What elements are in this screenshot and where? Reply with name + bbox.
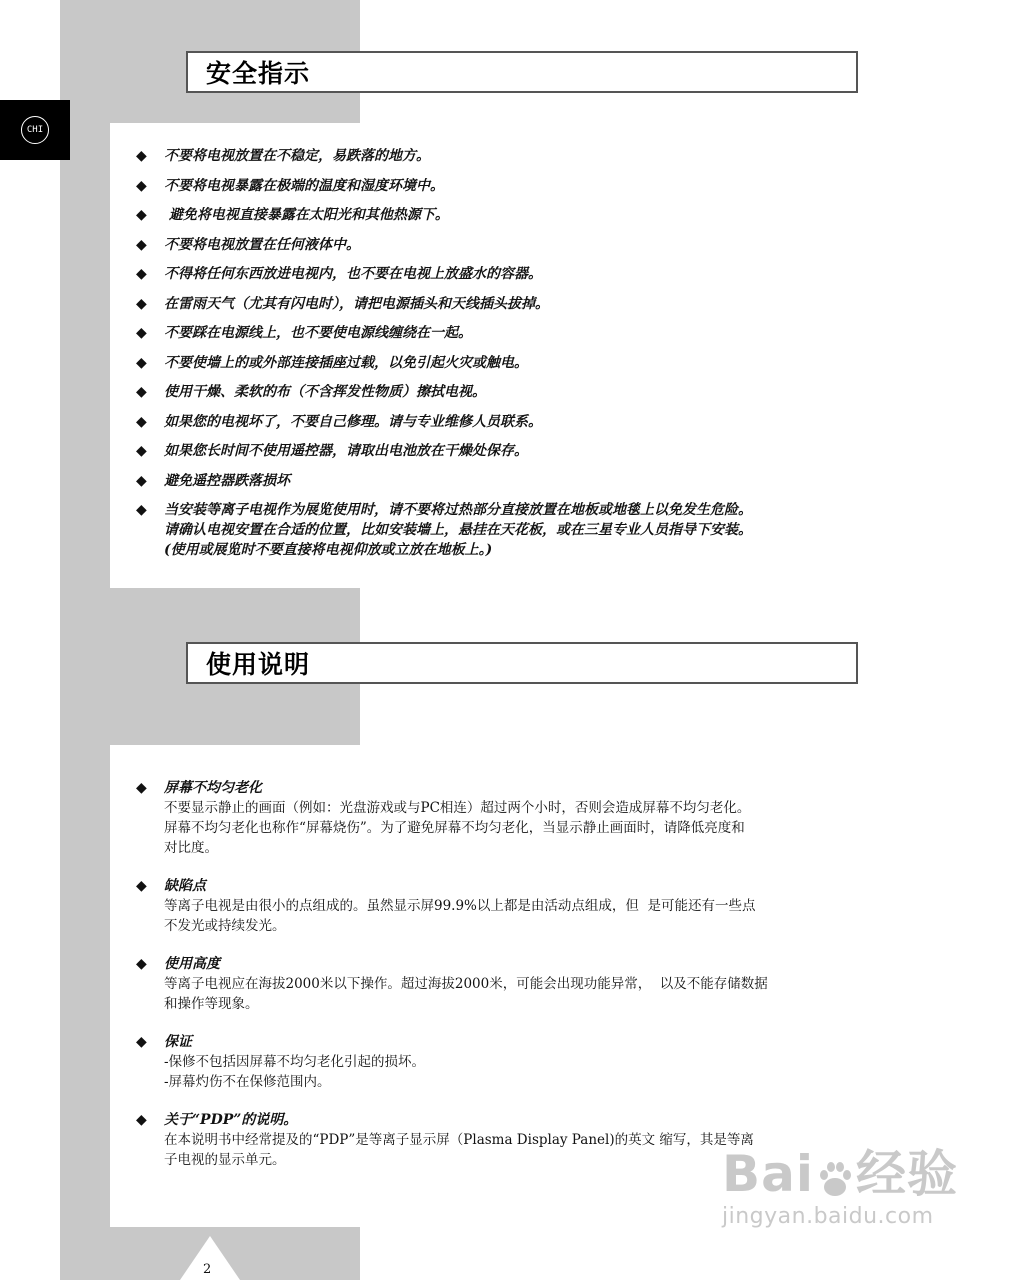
paw-icon (816, 1154, 854, 1194)
usage-list (136, 778, 858, 1188)
diamond-bullet-icon: ◆ (136, 236, 147, 253)
watermark-url: jingyan.baidu.com (722, 1204, 934, 1229)
usage-item-title: 屏幕不均匀老化 (164, 780, 262, 796)
diamond-bullet-icon: ◆ (136, 502, 147, 518)
safety-list (136, 146, 856, 570)
diamond-bullet-icon: ◆ (136, 443, 147, 459)
diamond-bullet-icon: ◆ (136, 177, 147, 194)
usage-item: ◆ 屏幕不均匀老化 不要显示静止的画面（例如：光盘游戏或与PC相连）超过两个小时，否则会造成屏幕不均匀老化。 屏幕不均匀老化也称作“屏幕烧伤”。为了避免屏幕不均匀老化，当显示静止画面时，请降低亮度和 对比度。 (136, 778, 858, 858)
usage-item-title: 缺陷点 (164, 878, 206, 894)
safety-item: ◆ 不要将电视放置在不稳定，易跌落的地方。 (136, 148, 430, 164)
safety-item: ◆ 如果您长时间不使用遥控器，请取出电池放在干燥处保存。 (136, 443, 528, 459)
diamond-bullet-icon: ◆ (136, 266, 147, 282)
safety-item: ◆ 避免遥控器跌落损坏 (136, 472, 290, 489)
usage-heading: 使用说明 (206, 650, 311, 679)
diamond-bullet-icon: ◆ (136, 295, 147, 312)
safety-heading-box (186, 51, 858, 93)
language-badge: CHI (21, 116, 49, 144)
watermark-logo: Bai 经验 (722, 1145, 958, 1203)
baidu-jingyan-watermark (722, 1146, 962, 1256)
diamond-bullet-icon: ◆ (136, 207, 147, 223)
diamond-bullet-icon: ◆ (136, 384, 147, 400)
diamond-bullet-icon: ◆ (136, 325, 147, 341)
safety-item: ◆ 在雷雨天气（尤其有闪电时），请把电源插头和天线插头拔掉。 (136, 295, 549, 312)
diamond-bullet-icon: ◆ (136, 472, 147, 489)
diamond-bullet-icon: ◆ (136, 780, 147, 796)
diamond-bullet-icon: ◆ (136, 1112, 147, 1128)
safety-item: ◆ 不要将电视放置在任何液体中。 (136, 236, 360, 253)
usage-item: ◆ 使用高度 等离子电视应在海拔2000米以下操作。超过海拔2000米，可能会出现功能异常， 以及不能存储数据 和操作等现象。 (136, 954, 858, 1014)
usage-item-title: 使用高度 (164, 956, 220, 972)
safety-item: ◆ 不要踩在电源线上，也不要使电源线缠绕在一起。 (136, 325, 472, 341)
safety-item: ◆ 不要将电视暴露在极端的温度和湿度环境中。 (136, 177, 444, 194)
safety-item: ◆ 使用干燥、柔软的布（不含挥发性物质）擦拭电视。 (136, 384, 486, 400)
diamond-bullet-icon: ◆ (136, 878, 147, 894)
diamond-bullet-icon: ◆ (136, 1034, 147, 1050)
diamond-bullet-icon: ◆ (136, 148, 147, 164)
safety-heading: 安全指示 (206, 59, 311, 88)
safety-item: ◆ 如果您的电视坏了，不要自己修理。请与专业维修人员联系。 (136, 413, 542, 430)
usage-item: ◆ 关于“PDP”的说明。 在本说明书中经常提及的“PDP”是等离子显示屏（Plasma Display Panel)的英文 缩写，其是等离 子电视的显示单元。 (136, 1110, 858, 1170)
safety-item: ◆ 当安装等离子电视作为展览使用时，请不要将过热部分直接放置在地板或地毯上以免发生危险。 请确认电视安置在合适的位置，比如安装墙上，悬挂在天花板，或在三星专业人员指导下安装。 (使用或展览时不要直接将电视仰放或立放在地板上。) (136, 502, 752, 558)
page-number: 2 (203, 1262, 212, 1277)
safety-item: ◆ 不要使墙上的或外部连接插座过载，以免引起火灾或触电。 (136, 354, 528, 371)
usage-item-title: 保证 (164, 1034, 192, 1050)
usage-item: ◆ 保证 -保修不包括因屏幕不均匀老化引起的损坏。 -屏幕灼伤不在保修范围内。 (136, 1032, 858, 1092)
usage-item-title: 关于“PDP”的说明。 (164, 1112, 298, 1128)
language-tab (0, 100, 70, 160)
safety-item: ◆ 避免将电视直接暴露在太阳光和其他热源下。 (136, 207, 449, 223)
diamond-bullet-icon: ◆ (136, 956, 147, 972)
usage-heading-box (186, 642, 858, 684)
diamond-bullet-icon: ◆ (136, 413, 147, 430)
safety-item: ◆ 不得将任何东西放进电视内，也不要在电视上放盛水的容器。 (136, 266, 542, 282)
diamond-bullet-icon: ◆ (136, 354, 147, 371)
usage-item: ◆ 缺陷点 等离子电视是由很小的点组成的。虽然显示屏99.9%以上都是由活动点组成，但 是可能还有一些点 不发光或持续发光。 (136, 876, 858, 936)
